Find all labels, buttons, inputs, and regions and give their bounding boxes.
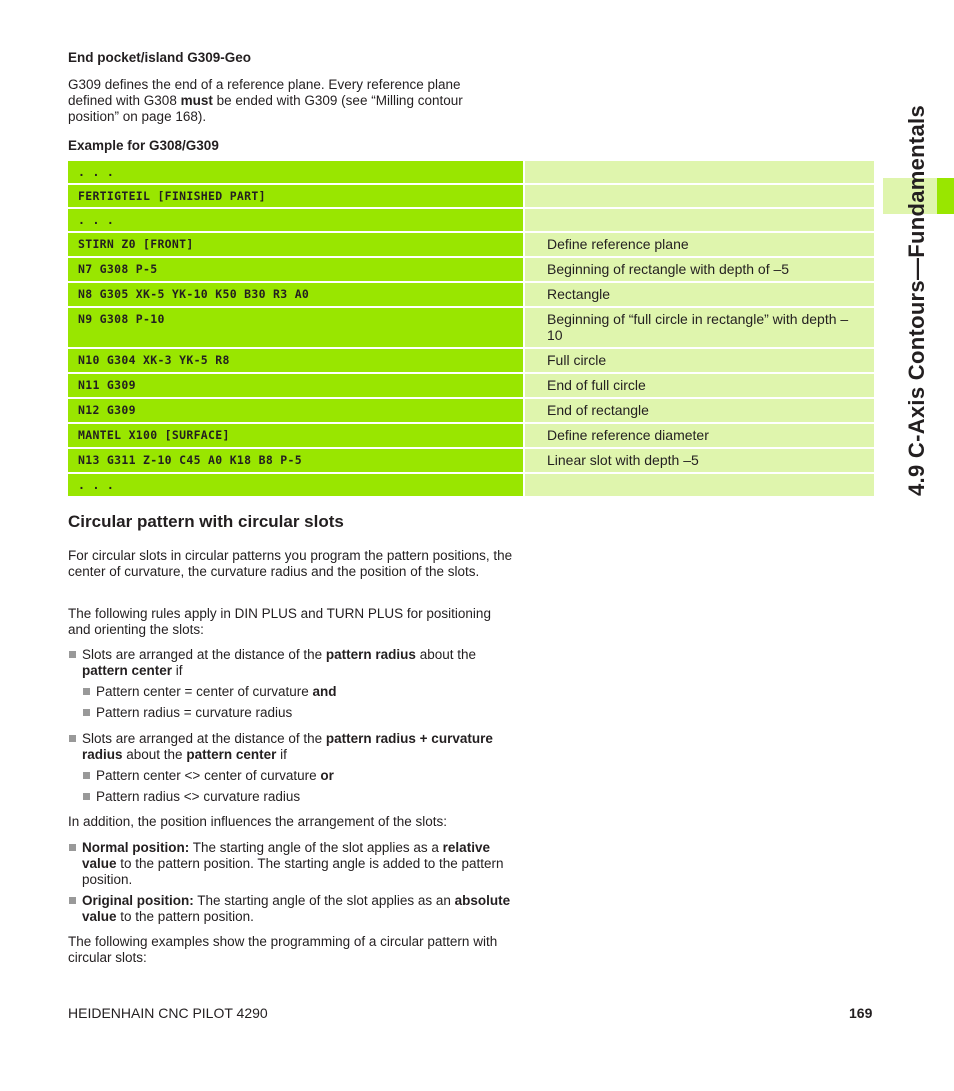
code-cell: . . . <box>68 209 523 233</box>
code-cell: . . . <box>68 474 523 498</box>
table-row <box>68 233 874 258</box>
list-item-original-position <box>82 893 512 925</box>
table-row <box>68 374 874 399</box>
description-cell: Beginning of “full circle in rectangle” with depth – 10 <box>525 308 874 349</box>
list-text: Pattern radius <> curvature radius <box>96 789 301 804</box>
list-bold: pattern radius + curvature radius <box>82 731 493 762</box>
paragraph-outro: The following examples show the programming of a circular pattern with circular slots: <box>68 934 498 965</box>
list-item <box>82 731 522 763</box>
list-bold: Normal position: <box>82 840 190 855</box>
table-row <box>68 185 874 209</box>
bullet-square-icon <box>69 651 76 658</box>
description-cell: Beginning of rectangle with depth of –5 <box>525 258 874 283</box>
bullet-square-icon <box>83 772 90 779</box>
code-cell: N12 G309 <box>68 399 523 424</box>
list-bold: pattern radius <box>325 647 416 662</box>
description-cell: Full circle <box>525 349 874 374</box>
list-bold: relative value <box>82 840 490 871</box>
paragraph-intro: For circular slots in circular patterns you program the pattern positions, the center of curvature, the curvature radius and the position of the slots. <box>68 548 513 579</box>
sub-list-item <box>96 684 536 700</box>
section-heading-circular-pattern: Circular pattern with circular slots <box>68 512 344 531</box>
list-text: Slots are arranged at the distance of the <box>82 647 326 662</box>
list-text: about the <box>415 647 476 662</box>
list-text: The starting angle of the slot applies as a <box>189 840 443 855</box>
list-bold: absolute value <box>82 893 511 924</box>
code-cell: FERTIGTEIL [FINISHED PART] <box>68 185 523 209</box>
list-item-normal-position <box>82 840 512 888</box>
description-cell: Rectangle <box>525 283 874 308</box>
bullet-square-icon <box>69 735 76 742</box>
description-cell: Define reference diameter <box>525 424 874 449</box>
bullet-square-icon <box>83 688 90 695</box>
paragraph-addition: In addition, the position influences the arrangement of the slots: <box>68 814 447 829</box>
list-text: about the <box>122 747 187 762</box>
table-row <box>68 209 874 233</box>
paragraph-g309 <box>68 77 518 125</box>
sub-list-item <box>96 705 536 721</box>
table-row <box>68 283 874 308</box>
list-bold: or <box>320 768 334 783</box>
description-cell <box>525 161 874 185</box>
table-row <box>68 349 874 374</box>
list-text: to the pattern position. <box>116 909 254 924</box>
description-cell: End of full circle <box>525 374 874 399</box>
para-text: be ended with G309 (see “Milling contour <box>212 93 463 108</box>
list-text: Slots are arranged at the distance of the <box>82 731 326 746</box>
code-cell: N13 G311 Z-10 C45 A0 K18 B8 P-5 <box>68 449 523 474</box>
description-cell <box>525 209 874 233</box>
table-row <box>68 474 874 498</box>
para-line: G309 defines the end of a reference plane. Every reference plane <box>68 77 461 92</box>
sub-list-item <box>96 768 536 784</box>
list-text: Pattern center <> center of curvature <box>96 768 321 783</box>
description-cell: Linear slot with depth –5 <box>525 449 874 474</box>
list-bold: and <box>312 684 337 699</box>
bullet-square-icon <box>83 793 90 800</box>
code-cell: MANTEL X100 [SURFACE] <box>68 424 523 449</box>
emphasis-must: must <box>180 93 213 108</box>
list-text: to the pattern position. The starting angle is added to the pattern position. <box>82 856 504 887</box>
side-tab-marker <box>937 178 954 214</box>
table-row <box>68 161 874 185</box>
page-number: 169 <box>849 1005 873 1021</box>
footer-product-name: HEIDENHAIN CNC PILOT 4290 <box>68 1005 268 1021</box>
table-row <box>68 449 874 474</box>
section-heading-g309: End pocket/island G309-Geo <box>68 50 252 65</box>
example-heading: Example for G308/G309 <box>68 138 219 153</box>
list-bold: Original position: <box>82 893 194 908</box>
code-cell: . . . <box>68 161 523 185</box>
description-cell: Define reference plane <box>525 233 874 258</box>
table-row <box>68 424 874 449</box>
list-text: if <box>276 747 287 762</box>
sub-list-item <box>96 789 536 805</box>
list-item <box>82 647 522 679</box>
para-text: defined with G308 <box>68 93 181 108</box>
list-bold: pattern center <box>186 747 277 762</box>
list-text: Pattern radius = curvature radius <box>96 705 293 720</box>
code-cell: N9 G308 P-10 <box>68 308 523 349</box>
code-cell: STIRN Z0 [FRONT] <box>68 233 523 258</box>
table-row <box>68 308 874 349</box>
bullet-square-icon <box>83 709 90 716</box>
paragraph-rules-intro: The following rules apply in DIN PLUS and TURN PLUS for positioning and orienting the slots: <box>68 606 491 637</box>
list-text: The starting angle of the slot applies as an <box>193 893 455 908</box>
table-row <box>68 399 874 424</box>
description-cell: End of rectangle <box>525 399 874 424</box>
description-cell <box>525 474 874 498</box>
description-cell <box>525 185 874 209</box>
para-line: position” on page 168). <box>68 109 207 124</box>
list-bold: pattern center <box>82 663 173 678</box>
code-cell: N11 G309 <box>68 374 523 399</box>
table-row <box>68 258 874 283</box>
bullet-square-icon <box>69 897 76 904</box>
list-text: Pattern center = center of curvature <box>96 684 313 699</box>
bullet-square-icon <box>69 844 76 851</box>
code-cell: N8 G305 XK-5 YK-10 K50 B30 R3 A0 <box>68 283 523 308</box>
chapter-side-title: 4.9 C-Axis Contours—Fundamentals <box>904 105 929 496</box>
example-code-table <box>68 161 874 498</box>
code-cell: N7 G308 P-5 <box>68 258 523 283</box>
code-cell: N10 G304 XK-3 YK-5 R8 <box>68 349 523 374</box>
list-text: if <box>172 663 183 678</box>
